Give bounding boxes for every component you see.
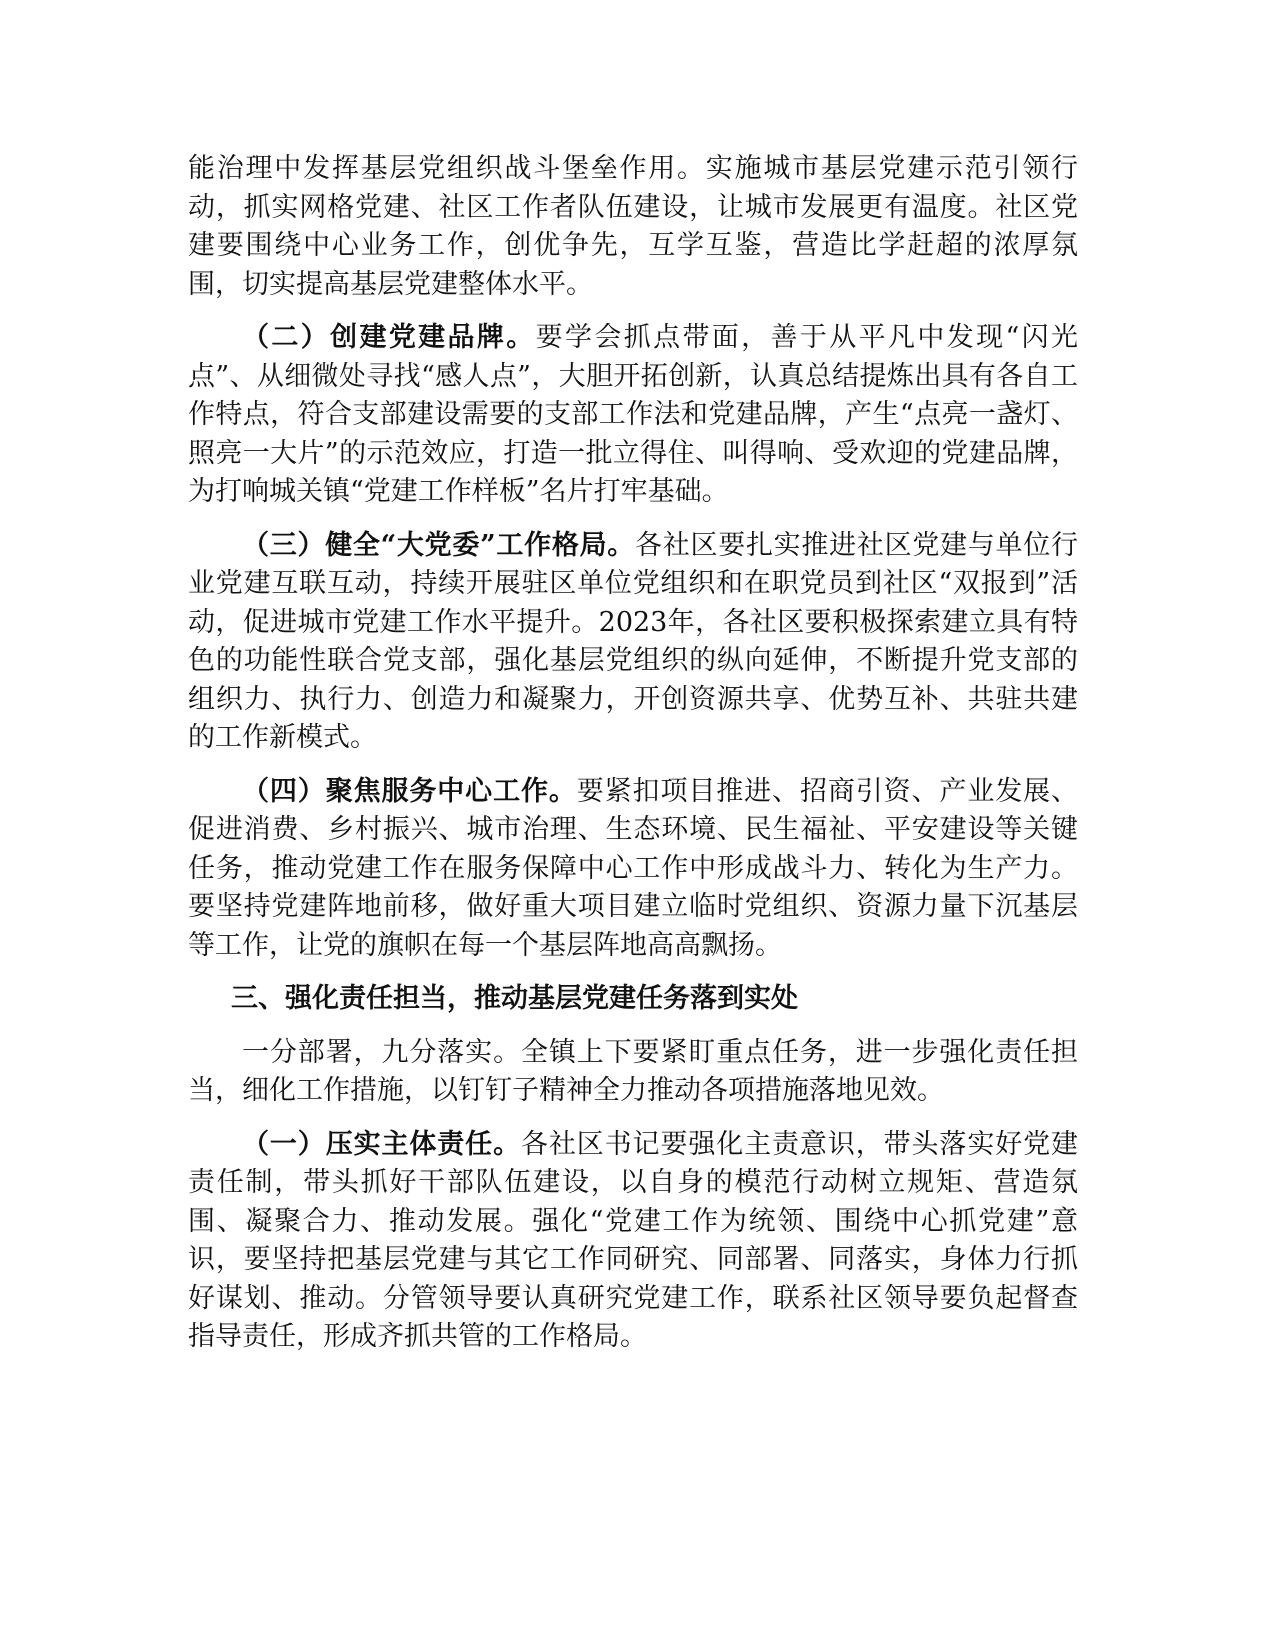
section-heading: 三、强化责任担当，推动基层党建任务落到实处 [231,983,798,1014]
paragraph-lead: （一）压实主体责任。 [242,1128,521,1160]
document-page [188,150,1078,1372]
paragraph-text: 要紧扣项目推进、招商引资、产业发展、促进消费、乡村振兴、城市治理、生态环境、民生福祉、平安建设等关键任务，推动党建工作在服务保障中心工作中形成战斗力、转化为生产力。要坚持党建阵地前移，做好重大项目建立临时党组织、资源力量下沉基层等工作，让党的旗帜在每一个基层阵地高高飘扬。 [188,775,1079,961]
paragraph-text: 各社区书记要强化主责意识，带头落实好党建责任制，带头抓好干部队伍建设，以自身的模范行动树立规矩、营造氛围、凝聚合力、推动发展。强化“党建工作为统领、围绕中心抓党建”意识，要坚持把基层党建与其它工作同研究、同部署、同落实，身体力行抓好谋划、推动。分管领导要认真研究党建工作，联系社区领导要负起督查指导责任，形成齐抓共管的工作格局。 [188,1128,1079,1352]
paragraph-lead: （二）创建党建品牌。 [242,322,536,353]
paragraph-text: 要学会抓点带面，善于从平凡中发现“闪光点”、从细微处寻找“感人点”，大胆开拓创新，认真总结提炼出具有各自工作特点，符合支部建设需要的支部工作法和党建品牌，产生“点亮一盏灯、照亮一大片”的示范效应，打造一批立得住、叫得响、受欢迎的党建品牌，为打响城关镇“党建工作样板”名片打牢基础。 [188,322,1078,507]
paragraph-lead: （四）聚焦服务中心工作。 [242,775,577,807]
paragraph-lead: （三）健全“大党委”工作格局。 [242,529,636,561]
paragraph-text: 能治理中发挥基层党组织战斗堡垒作用。实施城市基层党建示范引领行动，抓实网格党建、社区工作者队伍建设，让城市发展更有温度。社区党建要围绕中心业务工作，创优争先，互学互鉴，营造比学赶超的浓厚氛围，切实提高基层党建整体水平。 [188,153,1078,300]
paragraph-text: 各社区要扎实推进社区党建与单位行业党建互联互动，持续开展驻区单位党组织和在职党员到社区“双报到”活动，促进城市党建工作水平提升。2023年，各社区要积极探索建立具有特色的功能性联合党支部，强化基层党组织的纵向延伸，不断提升党支部的组织力、执行力、创造力和凝聚力，开创资源共享、优势互补、共驻共建的工作新模式。 [188,529,1078,753]
paragraph-create-brand [188,319,1078,512]
paragraph-service-center [188,773,1078,966]
paragraph-section-intro [188,1034,1078,1111]
paragraph-party-committee [188,527,1078,758]
paragraph-main-responsibility [188,1126,1078,1357]
paragraph-text: 一分部署，九分落实。全镇上下要紧盯重点任务，进一步强化责任担当，细化工作措施，以钉钉子精神全力推动各项措施落地见效。 [188,1036,1078,1106]
paragraph-continuation [188,150,1078,304]
